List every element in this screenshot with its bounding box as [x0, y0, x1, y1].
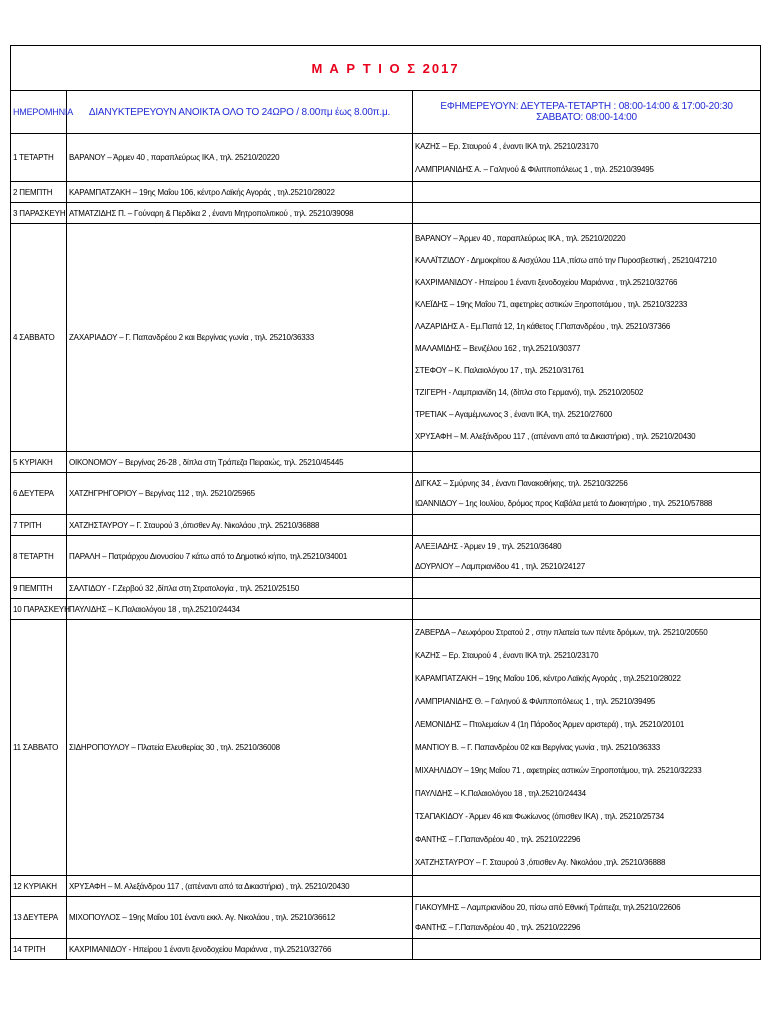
date-cell: 13 ΔΕΥΤΕΡΑ: [11, 897, 67, 939]
allnight-pharmacy-cell: ΟΙΚΟΝΟΜΟΥ – Βεργίνας 26-28 , δίπλα στη Τράπεζα Πειραιώς, τηλ. 25210/45445: [67, 452, 413, 473]
date-cell: 7 ΤΡΙΤΗ: [11, 515, 67, 536]
oncall-pharmacies-cell: [413, 134, 761, 182]
table-row: [11, 224, 761, 452]
table-row: [11, 452, 761, 473]
allnight-pharmacy-cell: ΧΑΤΖΗΣΤΑΥΡΟΥ – Γ. Σταυρού 3 ,όπισθεν Αγ. Νικολάου ,τηλ. 25210/36888: [67, 515, 413, 536]
date-cell: 2 ΠΕΜΠΤΗ: [11, 182, 67, 203]
oncall-pharmacy-entry: ΛΑΜΠΡΙΑΝΙΔΗΣ Θ. – Γαληνού & Φιλιπποπόλεως 1 , τηλ. 25210/39495: [415, 697, 656, 706]
date-cell: 1 ΤΕΤΑΡΤΗ: [11, 134, 67, 182]
oncall-pharmacy-entry: ΔΟΥΡΛΙΟΥ – Λαμπριανίδου 41 , τηλ. 25210/24127: [415, 561, 586, 571]
date-cell: 14 ΤΡΙΤΗ: [11, 939, 67, 960]
oncall-pharmacy-entry: ΚΑΡΑΜΠΑΤΖΑΚΗ – 19ης Μαΐου 106, κέντρο Λαϊκής Αγοράς , τηλ.25210/28022: [415, 674, 681, 683]
allnight-pharmacy-cell: ΚΑΧΡΙΜΑΝΙΔΟΥ - Ηπείρου 1 έναντι ξενοδοχείου Μαριάννα , τηλ.25210/32766: [67, 939, 413, 960]
oncall-pharmacy-entry: ΣΤΕΦΟΥ – Κ. Παλαιολόγου 17 , τηλ. 25210/31761: [415, 365, 585, 375]
allnight-pharmacy-cell: ΣΑΛΤΙΔΟΥ - Γ.Ζερβού 32 ,δίπλα στη Στρατολογία , τηλ. 25210/25150: [67, 578, 413, 599]
oncall-pharmacy-entry: ΤΡΕΤΙΑΚ – Αγαμέμνωνος 3 , έναντι ΙΚΑ, τηλ. 25210/27600: [415, 409, 612, 419]
oncall-pharmacy-entry: ΛΕΜΟΝΙΔΗΣ – Πτολεμαίων 4 (1η Πάροδος Άρμεν αριστερά) , τηλ. 25210/20101: [415, 720, 685, 729]
oncall-pharmacies-cell: [413, 939, 761, 960]
oncall-pharmacy-entry: ΚΑΖΗΣ – Ερ. Σταυρού 4 , έναντι ΙΚΑ τηλ. 25210/23170: [415, 651, 599, 660]
oncall-pharmacy-entry: [415, 208, 758, 219]
oncall-pharmacy-entry: ΔΙΓΚΑΣ – Σμύρνης 34 , έναντι Πανακοθήκης, τηλ. 25210/32256: [415, 478, 628, 488]
table-row: [11, 203, 761, 224]
table-row: [11, 578, 761, 599]
oncall-pharmacies-cell: [413, 536, 761, 578]
oncall-pharmacy-entry: [415, 944, 758, 955]
oncall-pharmacy-entry: ΚΑΖΗΣ – Ερ. Σταυρού 4 , έναντι ΙΚΑ τηλ. 25210/23170: [415, 141, 599, 151]
allnight-pharmacy-cell: ΧΡΥΣΑΦΗ – Μ. Αλεξάνδρου 117 , (απέναντι από τα Δικαστήρια) , τηλ. 25210/20430: [67, 876, 413, 897]
oncall-pharmacies-cell: [413, 515, 761, 536]
oncall-pharmacy-entry: ΦΑΝΤΗΣ – Γ.Παπανδρέου 40 , τηλ. 25210/22296: [415, 835, 581, 844]
allnight-column-header: ΔΙΑΝΥΚΤΕΡΕΥΟΥΝ ΑΝΟΙΚΤΑ ΟΛΟ ΤΟ 24ΩΡΟ / 8.00πμ έως 8.00π.μ.: [67, 91, 413, 134]
oncall-pharmacy-entry: ΦΑΝΤΗΣ – Γ.Παπανδρέου 40 , τηλ. 25210/22296: [415, 922, 581, 932]
oncall-pharmacy-entry: [415, 520, 758, 531]
oncall-pharmacy-entry: ΜΑΛΑΜΙΔΗΣ – Βενιζέλου 162 , τηλ.25210/30377: [415, 343, 581, 353]
date-cell: 3 ΠΑΡΑΣΚΕΥΗ: [11, 203, 67, 224]
table-row: [11, 536, 761, 578]
date-cell: 4 ΣΑΒΒΑΤΟ: [11, 224, 67, 452]
oncall-pharmacy-entry: ΚΛΕΪΔΗΣ – 19ης Μαΐου 71, αφετηρίες αστικών Ξηροποτάμου , τηλ. 25210/32233: [415, 299, 688, 309]
date-cell: 6 ΔΕΥΤΕΡΑ: [11, 473, 67, 515]
pharmacy-schedule-sheet: [10, 45, 760, 960]
date-cell: 11 ΣΑΒΒΑΤΟ: [11, 620, 67, 876]
oncall-pharmacy-entry: [415, 457, 758, 468]
allnight-pharmacy-cell: ΠΑΡΑΛΗ – Πατριάρχου Διονυσίου 7 κάτω από το Δημοτικό κήπο, τηλ.25210/34001: [67, 536, 413, 578]
oncall-pharmacies-cell: [413, 224, 761, 452]
schedule-table: [10, 45, 761, 960]
oncall-pharmacy-entry: [415, 881, 758, 892]
oncall-header-line1: ΕΦΗΜΕΡΕΥΟΥΝ: ΔΕΥΤΕΡΑ-ΤΕΤΑΡΤΗ : 08:00-14:00 & 17:00-20:30: [440, 101, 733, 112]
page-title: Μ Α Ρ Τ Ι Ο Σ 2017: [11, 46, 761, 91]
oncall-pharmacy-entry: ΒΑΡΑΝΟΥ – Άρμεν 40 , παραπλεύρως ΙΚΑ , τηλ. 25210/20220: [415, 233, 626, 243]
oncall-pharmacy-entry: ΜΙΧΑΗΛΙΔΟΥ – 19ης Μαΐου 71 , αφετηρίες αστικών Ξηροποτάμου, τηλ. 25210/32233: [415, 766, 702, 775]
oncall-pharmacy-entry: ΧΑΤΖΗΣΤΑΥΡΟΥ – Γ. Σταυρού 3 ,όπισθεν Αγ. Νικολάου ,τηλ. 25210/36888: [415, 858, 666, 867]
oncall-pharmacy-entry: ΚΑΧΡΙΜΑΝΙΔΟΥ - Ηπείρου 1 έναντι ξενοδοχείου Μαριάννα , τηλ.25210/32766: [415, 277, 678, 287]
oncall-pharmacies-cell: [413, 876, 761, 897]
table-row: [11, 473, 761, 515]
oncall-pharmacy-entry: [415, 604, 758, 615]
oncall-pharmacy-entry: ΠΑΥΛΙΔΗΣ – Κ.Παλαιολόγου 18 , τηλ.25210/24434: [415, 789, 586, 798]
oncall-pharmacy-entry: [415, 583, 758, 594]
oncall-pharmacies-cell: [413, 452, 761, 473]
table-row: [11, 134, 761, 182]
oncall-pharmacy-entry: ΖΑΒΕΡΔΑ – Λεωφόρου Στρατού 2 , στην πλατεία των πέντε δρόμων, τηλ. 25210/20550: [415, 628, 708, 637]
oncall-pharmacies-cell: [413, 897, 761, 939]
date-cell: 9 ΠΕΜΠΤΗ: [11, 578, 67, 599]
allnight-pharmacy-cell: ΒΑΡΑΝΟΥ – Άρμεν 40 , παραπλεύρως ΙΚΑ , τηλ. 25210/20220: [67, 134, 413, 182]
oncall-pharmacies-cell: [413, 620, 761, 876]
date-column-header: ΗΜΕΡΟΜΗΝΙΑ: [11, 91, 67, 134]
allnight-pharmacy-cell: ΠΑΥΛΙΔΗΣ – Κ.Παλαιολόγου 18 , τηλ.25210/24434: [67, 599, 413, 620]
table-row: [11, 599, 761, 620]
title-row: [11, 46, 761, 91]
oncall-pharmacy-entry: ΜΑΝΤΙΟΥ Β. – Γ. Παπανδρέου 02 και Βεργίνας γωνία , τηλ. 25210/36333: [415, 743, 661, 752]
allnight-pharmacy-cell: ΑΤΜΑΤΖΙΔΗΣ Π. – Γούναρη & Περδίκα 2 , έναντι Μητροπολιτικού , τηλ. 25210/39098: [67, 203, 413, 224]
oncall-pharmacies-cell: [413, 599, 761, 620]
table-row: [11, 897, 761, 939]
table-row: [11, 515, 761, 536]
oncall-pharmacy-entry: [415, 187, 758, 198]
table-row: [11, 939, 761, 960]
table-row: [11, 876, 761, 897]
table-row: [11, 620, 761, 876]
oncall-column-header: [413, 91, 761, 134]
header-row: [11, 91, 761, 134]
oncall-pharmacies-cell: [413, 203, 761, 224]
oncall-pharmacy-entry: ΛΑΖΑΡΙΔΗΣ Α - Εμ.Παπά 12, 1η κάθετος Γ.Παπανδρέου , τηλ. 25210/37366: [415, 321, 671, 331]
oncall-pharmacy-entry: ΛΑΜΠΡΙΑΝΙΔΗΣ Α. – Γαληνού & Φιλιπποπόλεως 1 , τηλ. 25210/39495: [415, 164, 654, 174]
table-row: [11, 182, 761, 203]
oncall-pharmacy-entry: ΤΖΙΓΕΡΗ - Λαμπριανίδη 14, (δίπλα στο Γερμανό), τηλ. 25210/20502: [415, 387, 644, 397]
allnight-pharmacy-cell: ΚΑΡΑΜΠΑΤΖΑΚΗ – 19ης Μαΐου 106, κέντρο Λαϊκής Αγοράς , τηλ.25210/28022: [67, 182, 413, 203]
oncall-pharmacy-entry: ΙΩΑΝΝΙΔΟΥ – 1ης Ιουλίου, δρόμος προς Καβάλα μετά το Διοικητήριο , τηλ. 25210/57888: [415, 498, 713, 508]
oncall-pharmacy-entry: ΚΑΛΑΪΤΖΙΔΟΥ - Δημοκρίτου & Αισχύλου 11Α ,πίσω από την Πυροσβεστική , 25210/47210: [415, 255, 717, 265]
oncall-pharmacy-entry: ΑΛΕΞΙΑΔΗΣ - Άρμεν 19 , τηλ. 25210/36480: [415, 541, 562, 551]
oncall-pharmacies-cell: [413, 182, 761, 203]
oncall-pharmacy-entry: ΓΙΑΚΟΥΜΗΣ – Λαμπριανίδου 20, πίσω από Εθνική Τράπεζα, τηλ.25210/22606: [415, 902, 681, 912]
allnight-pharmacy-cell: ΜΙΧΟΠΟΥΛΟΣ – 19ης Μαΐου 101 έναντι εκκλ. Αγ. Νικολάου , τηλ. 25210/36612: [67, 897, 413, 939]
date-cell: 8 ΤΕΤΑΡΤΗ: [11, 536, 67, 578]
oncall-header-line2: ΣΑΒΒΑΤΟ: 08:00-14:00: [536, 112, 637, 123]
allnight-pharmacy-cell: ΖΑΧΑΡΙΑΔΟΥ – Γ. Παπανδρέου 2 και Βεργίνας γωνία , τηλ. 25210/36333: [67, 224, 413, 452]
date-cell: 12 ΚΥΡΙΑΚΗ: [11, 876, 67, 897]
allnight-pharmacy-cell: ΣΙΔΗΡΟΠΟΥΛΟΥ – Πλατεία Ελευθερίας 30 , τηλ. 25210/36008: [67, 620, 413, 876]
oncall-pharmacy-entry: ΧΡΥΣΑΦΗ – Μ. Αλεξάνδρου 117 , (απέναντι από τα Δικαστήρια) , τηλ. 25210/20430: [415, 431, 696, 441]
date-cell: 5 ΚΥΡΙΑΚΗ: [11, 452, 67, 473]
oncall-pharmacies-cell: [413, 578, 761, 599]
allnight-pharmacy-cell: ΧΑΤΖΗΓΡΗΓΟΡΙΟΥ – Βεργίνας 112 , τηλ. 25210/25965: [67, 473, 413, 515]
oncall-pharmacy-entry: ΤΣΑΠΑΚΙΔΟΥ - Άρμεν 46 και Φωκίωνος (όπισθεν ΙΚΑ) , τηλ. 25210/25734: [415, 812, 665, 821]
date-cell: 10 ΠΑΡΑΣΚΕΥΗ: [11, 599, 67, 620]
oncall-pharmacies-cell: [413, 473, 761, 515]
